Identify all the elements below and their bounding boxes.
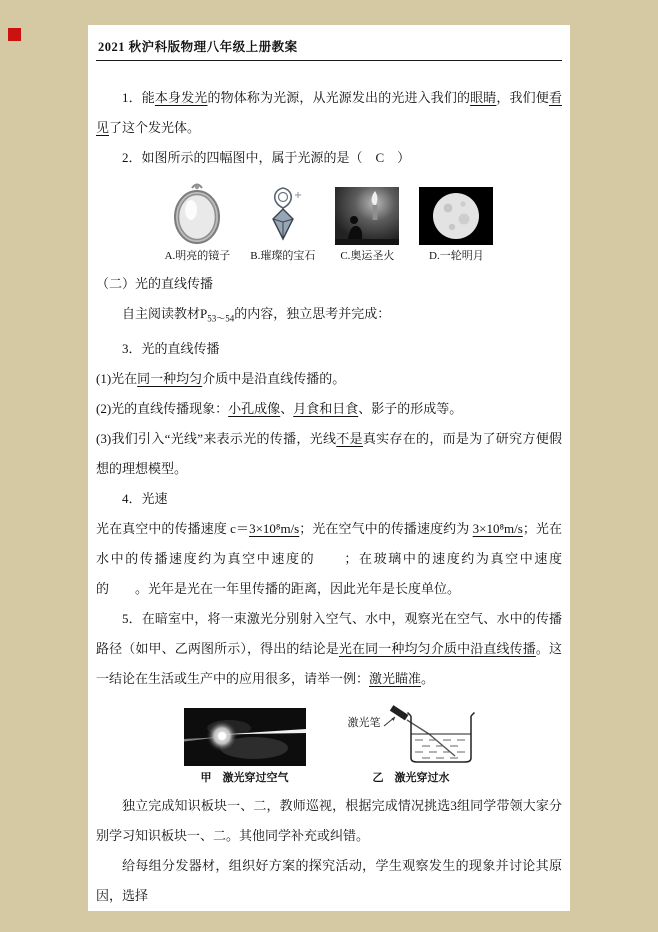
text-segment: 的内容，独立思考并完成： bbox=[234, 306, 391, 321]
paragraph-teacher2 bbox=[96, 851, 562, 911]
corner-marker bbox=[8, 28, 21, 41]
text-segment: 2．如图所示的四幅图中，属于光源的是（ C ） bbox=[122, 150, 411, 165]
text-segment: 3．光的直线传播 bbox=[122, 340, 220, 356]
text-segment: 同一种均匀 bbox=[137, 370, 203, 386]
paragraph-teacher1 bbox=[96, 791, 562, 851]
figure-row-laser bbox=[96, 704, 562, 787]
text-segment: ，我们便 bbox=[496, 90, 549, 105]
document-page bbox=[88, 25, 570, 911]
page-header: 2021 秋沪科版物理八年级上册教案 bbox=[98, 40, 298, 54]
paragraph-item1 bbox=[96, 83, 562, 143]
laser-pen-label: 激光笔 bbox=[347, 716, 381, 729]
laser-water-image bbox=[383, 704, 475, 766]
text-segment: 介质中是沿直线传播的。 bbox=[202, 370, 346, 386]
laser-air-image bbox=[184, 708, 306, 766]
text-segment: 了这个发光体。 bbox=[109, 120, 201, 135]
text-segment: 给每组分发器材，组织好方案的探究活动，学生观察发生的现象并讨论其原因，选择 bbox=[96, 857, 562, 903]
laser-water-wrap bbox=[348, 704, 475, 766]
full-moon-image bbox=[419, 187, 493, 245]
figure-gem bbox=[250, 185, 315, 265]
paragraph-sub1 bbox=[96, 364, 562, 394]
text-segment: 本身发光 bbox=[154, 90, 208, 105]
mirror-image bbox=[172, 181, 222, 245]
page-content bbox=[96, 83, 562, 911]
paragraph-item5 bbox=[96, 604, 562, 694]
text-segment: 3×10⁸m/s bbox=[472, 520, 523, 536]
olympic-flame-image bbox=[335, 187, 399, 245]
text-segment: 激光瞄准 bbox=[369, 670, 422, 686]
figure-caption: B.璀璨的宝石 bbox=[250, 250, 316, 262]
text-segment: 1．能 bbox=[122, 90, 155, 105]
text-segment: 的物体称为光源，从光源发出的光进入我们的 bbox=[207, 90, 471, 105]
paragraph-speed bbox=[96, 514, 562, 604]
section-heading bbox=[96, 269, 562, 299]
figure-full-moon bbox=[419, 187, 493, 265]
text-segment: 光在同一种均匀介质中沿直线传播 bbox=[338, 640, 536, 656]
paragraph-sub3 bbox=[96, 424, 562, 484]
text-segment: 不是 bbox=[336, 430, 363, 446]
text-segment: 3×10⁸m/s bbox=[249, 520, 300, 536]
figure-caption: A.明亮的镜子 bbox=[164, 250, 231, 262]
paragraph-item4 bbox=[96, 484, 562, 514]
gem-image bbox=[261, 185, 305, 245]
text-segment: 真实存在的，而是为了研究方便假想的理想模型。 bbox=[96, 430, 562, 476]
text-segment: 、 bbox=[280, 400, 294, 416]
figure-mirror bbox=[165, 181, 231, 265]
figure-caption: 乙 激光穿过水 bbox=[372, 771, 450, 784]
text-segment: 小孔成像 bbox=[228, 400, 281, 416]
figure-caption: D.一轮明月 bbox=[429, 250, 484, 262]
text-segment: ；光在水中的传播速度约为真空中速度的 ；在玻璃中的速度约为真空中速度的 。光年是光在一年里传播的距离，因此光年是长度单位。 bbox=[96, 520, 562, 596]
text-segment: 光在真空中的传播速度 c＝ bbox=[96, 520, 250, 536]
text-segment: 眼睛 bbox=[470, 90, 497, 105]
figure-laser-air bbox=[184, 708, 306, 787]
text-segment: ；光在空气中的传播速度约为 bbox=[299, 520, 473, 536]
figure-caption: C.奥运圣火 bbox=[340, 250, 395, 262]
text-segment: 5．在暗室中，将一束激光分别射入空气、水中，观察光在空气、水中的传播路径（如甲、乙两图所示），得出的结论是 bbox=[96, 610, 562, 656]
text-segment: 53～54 bbox=[207, 313, 235, 324]
figure-row-light-sources bbox=[96, 181, 562, 265]
text-segment: 、影子的形成等。 bbox=[358, 400, 463, 416]
text-segment: 。 bbox=[421, 670, 435, 686]
header-divider bbox=[96, 60, 562, 61]
paragraph-item2 bbox=[96, 143, 562, 173]
paragraph-sub2 bbox=[96, 394, 562, 424]
text-segment: 4．光速 bbox=[122, 490, 168, 506]
paragraph-item3 bbox=[96, 334, 562, 364]
text-segment: (1)光在 bbox=[96, 370, 138, 386]
figure-caption: 甲 激光穿过空气 bbox=[200, 771, 289, 784]
figure-laser-water bbox=[348, 704, 475, 787]
paragraph-read bbox=[96, 299, 562, 334]
text-segment: 自主阅读教材P bbox=[122, 306, 208, 321]
text-segment: （二）光的直线传播 bbox=[96, 276, 214, 291]
text-segment: (3)我们引入“光线”来表示光的传播，光线 bbox=[96, 430, 337, 446]
text-segment: 月食和日食 bbox=[293, 400, 359, 416]
text-segment: 。这一结论在生活或生产中的应用很多，请举一例： bbox=[96, 640, 562, 686]
text-segment: (2)光的直线传播现象： bbox=[96, 400, 229, 416]
text-segment: 独立完成知识板块一、二，教师巡视，根据完成情况挑选3组同学带领大家分别学习知识板块一、二。其他同学补充或纠错。 bbox=[96, 797, 562, 843]
text-segment: 看见 bbox=[96, 90, 562, 135]
figure-olympic-flame bbox=[335, 187, 399, 265]
